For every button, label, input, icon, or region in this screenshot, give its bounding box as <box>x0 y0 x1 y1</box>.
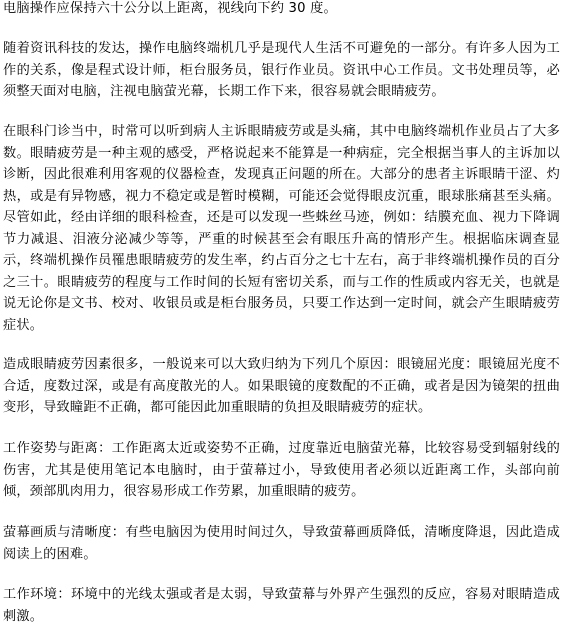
paragraph-screen-quality: 萤幕画质与清晰度：有些电脑因为使用时间过久，导致萤幕画质降低，清晰度降退，因此造成阅读上的困难。 <box>3 525 560 562</box>
paragraph-eyeglass-causes: 造成眼睛疲劳因素很多，一般说来可以大致归纳为下列几个原因：眼镜屈光度：眼镜屈光度不合适，度数过深，或是有高度散光的人。如果眼镜的度数配的不正确，或者是因为镜架的扭曲变形，导致瞳距不正确，都可能因此加重眼睛的负担及眼睛疲劳的症状。 <box>3 357 560 415</box>
paragraph-introduction: 随着资讯科技的发达，操作电脑终端机几乎是现代人生活不可避免的一部分。有许多人因为工作的关系，像是程式设计师，柜台服务员，银行作业员。资讯中心工作员。文书处理员等，必须整天面对电脑，注视电脑萤光幕，长期工作下来，很容易就会眼睛疲劳。 <box>3 41 560 99</box>
paragraph-posture-distance: 工作姿势与距离：工作距离太近或姿势不正确，过度靠近电脑萤光幕，比较容易受到辐射线的伤害，尤其是使用笔记本电脑时，由于萤幕过小，导致使用者必须以近距离工作，头部向前倾，颈部肌肉用力，很容易形成工作劳累，加重眼睛的疲劳。 <box>3 441 560 499</box>
paragraph-viewing-distance: 电脑操作应保持六十公分以上距离，视线向下约 30 度。 <box>3 1 337 16</box>
paragraph-work-environment: 工作环境：环境中的光线太强或者是太弱，导致萤幕与外界产生强烈的反应，容易对眼睛造成刺激。 <box>3 587 560 624</box>
paragraph-clinic-observations: 在眼科门诊当中，时常可以听到病人主诉眼睛疲劳或是头痛，其中电脑终端机作业员占了大多数。眼睛疲劳是一种主观的感受，严格说起来不能算是一种病症，完全根据当事人的主诉加以诊断，因此很难利用客观的仪器检查，发现真正问题的所在。大部分的患者主诉眼睛干涩、灼热，或是有异物感，视力不稳定或是暂时模糊，可能还会觉得眼皮沉重，眼球胀痛甚至头痛。尽管如此，经由详细的眼科检查，还是可以发现一些蛛丝马迹，例如：结膜充血、视力下降调节力减退、泪液分泌减少等等，严重的时候甚至会有眼压升高的情形产生。根据临床调查显示，终端机操作员罹患眼睛疲劳的发生率，约占百分之七十左右，高于非终端机操作员的百分之三十。眼睛疲劳的程度与工作时间的长短有密切关系，而与工作的性质或内容无关，也就是说无论你是文书、校对、收银员或是柜台服务员，只要工作达到一定时间，就会产生眼睛疲劳症状。 <box>3 124 560 333</box>
